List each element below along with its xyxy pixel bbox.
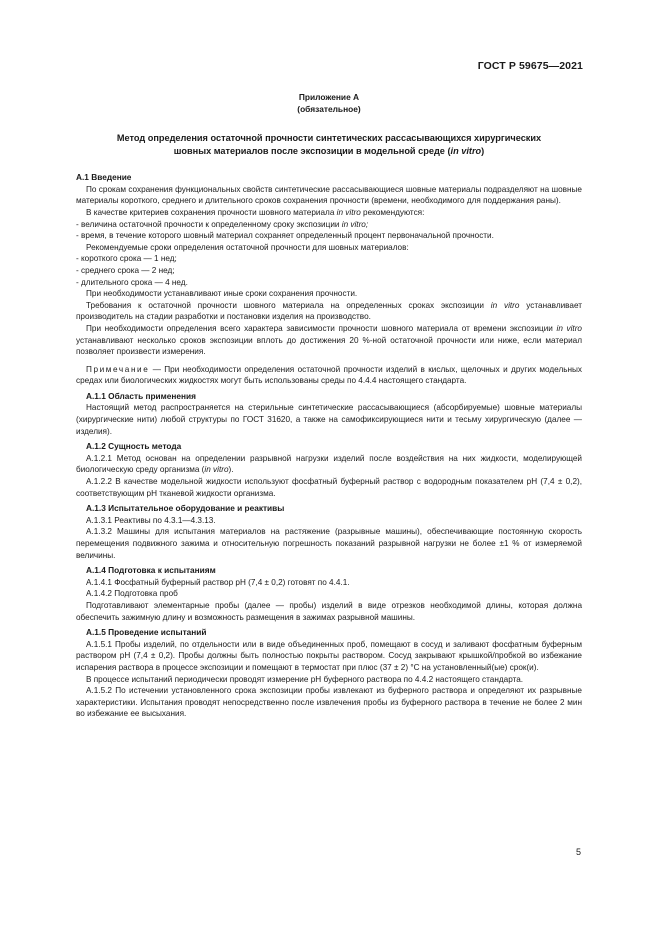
a15-paragraph-1: А.1.5.1 Пробы изделий, по отдельности или в виде объединенных проб, помещают в сосуд и заливают фосфатным буферным раствором рН (7,4 ± 0,2). Пробы должны быть полностью покрыты раствором. Сосуд закрывают крышкой/пробкой во избежание испарения раствора в процессе экспозиции и помещают в термостат при плюс (37 ± 2) °С на установленный(ые) срок(и). bbox=[76, 639, 582, 672]
a1-paragraph-5: Требования к остаточной прочности шовного материала на определенных сроках экспозиции in vitro устанавливает производитель на стадии разработки и постановки изделия на производство. bbox=[76, 300, 583, 322]
main-title-italic: in vitro bbox=[450, 146, 482, 157]
a1-list-item-3: - короткого срока — 1 нед; bbox=[76, 254, 177, 264]
page-number: 5 bbox=[575, 847, 581, 857]
main-title-line2c: ) bbox=[481, 146, 485, 157]
section-a1-heading: А.1 Введение bbox=[76, 172, 132, 183]
a1-paragraph-6: При необходимости определения всего характера зависимости прочности шовного материала от времени экспозиции in vitro устанавливают несколько сроков экспозиции вплоть до достижения 20 %-ной остаточной прочности или ниже, если материал позволяет произвести измерения. bbox=[76, 323, 582, 357]
main-title-line1: Метод определения остаточной прочности синтетических рассасывающихся хирургических bbox=[116, 133, 542, 144]
a12-paragraph-1: А.1.2.1 Метод основан на определении разрывной нагрузки изделий после воздействия на них жидкости, моделирующей биологическую среду организма (in vitro). bbox=[76, 453, 582, 475]
main-title-line2a: шовных материалов после экспозиции в модельной среде ( bbox=[173, 146, 451, 157]
a1-paragraph-4: При необходимости устанавливают иные сроки сохранения прочности. bbox=[86, 289, 358, 299]
a15-paragraph-3: А.1.5.2 По истечении установленного срока экспозиции пробы извлекают из буферного раствора и определяют их разрывные характеристики. Испытания проводят непосредственно после извлечения пробы из буферного раствора в течение не более 2 мин во избежание ее высыхания. bbox=[76, 686, 582, 719]
page-content bbox=[76, 88, 582, 720]
a13-paragraph-1: А.1.3.1 Реактивы по 4.3.1—4.3.13. bbox=[86, 515, 216, 525]
a1-list-item-2: - время, в течение которого шовный материал сохраняет определенный процент первоначальной прочности. bbox=[76, 231, 494, 241]
a12-paragraph-2: А.1.2.2 В качестве модельной жидкости используют фосфатный буферный раствор с водородным показателем рН (7,4 ± 0,2), соответствующим рН тканевой жидкости организма. bbox=[76, 477, 582, 498]
annex-title: Приложение А bbox=[298, 92, 360, 102]
a1-paragraph-1: По срокам сохранения функциональных свойств синтетические рассасывающиеся шовные материалы подразделяют на шовные материалы короткого, среднего и длительного сроков сохранения прочности (времени, необходимого для поддержания раны). bbox=[76, 184, 582, 206]
document-code: ГОСТ Р 59675—2021 bbox=[477, 60, 583, 72]
section-a13-heading: А.1.3 Испытательное оборудование и реактивы bbox=[86, 503, 285, 514]
a14-paragraph-1: А.1.4.1 Фосфатный буферный раствор рН (7,4 ± 0,2) готовят по 4.4.1. bbox=[86, 577, 350, 587]
section-a11-heading: А.1.1 Область применения bbox=[86, 390, 196, 401]
section-a12-heading: А.1.2 Сущность метода bbox=[86, 441, 182, 452]
annex-main-title bbox=[76, 132, 582, 158]
a15-paragraph-2: В процессе испытаний периодически проводят измерение рН буферного раствора по 4.4.2 настоящего стандарта. bbox=[86, 674, 524, 684]
a1-paragraph-3: Рекомендуемые сроки определения остаточной прочности для шовных материалов: bbox=[86, 242, 409, 252]
a1-paragraph-2: В качестве критериев сохранения прочности шовного материала in vitro рекомендуются: bbox=[86, 207, 425, 217]
section-a14-heading: А.1.4 Подготовка к испытаниям bbox=[86, 565, 216, 576]
a1-list-item-5: - длительного срока — 4 нед. bbox=[76, 277, 188, 287]
a14-paragraph-2: А.1.4.2 Подготовка проб bbox=[86, 589, 178, 599]
a11-paragraph-1: Настоящий метод распространяется на стерильные синтетические рассасывающиеся (абсорбируемые) шовные материалы (хирургические нити) любой структуры по ГОСТ 31620, а также на самофиксирующиеся нити и тесьму хирургическую (далее — изделия). bbox=[76, 403, 582, 436]
a1-note: Примечание — При необходимости определения остаточной прочности изделий в кислых, щелочных и других модельных средах или биологических жидкостях могут быть использованы среды по 4.4.4 настоящего стандарта. bbox=[76, 364, 582, 386]
a13-paragraph-2: А.1.3.2 Машины для испытания материалов на растяжение (разрывные машины), обеспечивающие постоянную скорость перемещения подвижного зажима и относительную погрешность показаний разрывной нагрузки не более ±1 % от измеряемой величины. bbox=[76, 527, 582, 560]
a14-paragraph-3: Подготавливают элементарные пробы (далее — пробы) изделий в виде отрезков необходимой длины, которая должна обеспечить зажимную длину и возможность размещения в зажимах разрывной машины. bbox=[76, 600, 582, 622]
annex-subtitle: (обязательное) bbox=[297, 103, 361, 114]
note-label: Примечание bbox=[86, 364, 150, 374]
section-a15-heading: А.1.5 Проведение испытаний bbox=[86, 627, 207, 638]
a1-list-item-4: - среднего срока — 2 нед; bbox=[76, 265, 175, 275]
a1-list-item-1: - величина остаточной прочности к определенному сроку экспозиции in vitro; bbox=[76, 219, 369, 229]
